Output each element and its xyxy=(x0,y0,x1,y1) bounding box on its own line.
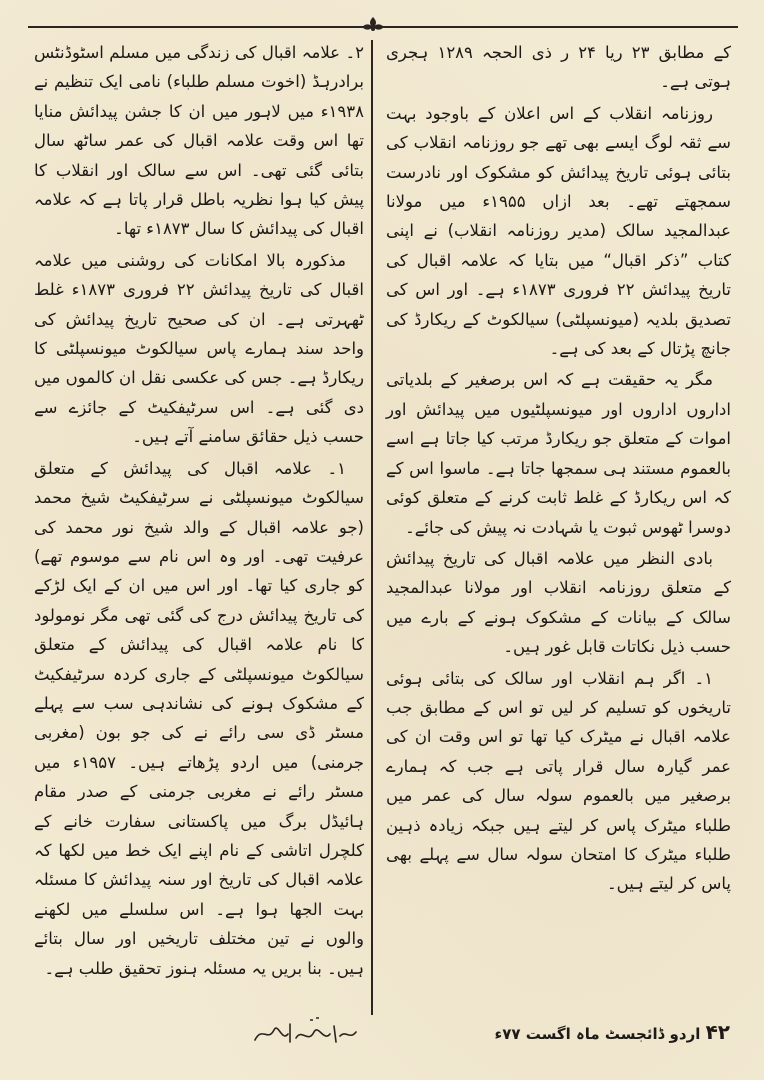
paragraph: مذکورہ بالا امکانات کی روشنی میں علامہ اقبال کی تاریخ پیدائش ۲۲ فروری ۱۸۷۳ء غلط ٹھہرتی ہے۔ ان کی صحیح تاریخ پیدائش کی واحد سند ہمارے پاس سیالکوٹ میونسپلٹی کا ریکارڈ ہے۔ جس کی عکسی نقل ان کالموں میں دی گئی ہے۔ اس سرٹیفکیٹ کے جائزے سے حسب ذیل حقائق سامنے آتے ہیں۔ xyxy=(34,250,364,447)
page-footer xyxy=(0,1012,764,1052)
paragraph: ۱۔ اگر ہم انقلاب اور سالک کی بتائی ہوئی تاریخوں کو تسلیم کر لیں تو اس کے مطابق جب علامہ اقبال نے میٹرک کیا تھا تو اس وقت ان کی عمر گیارہ سال قرار پاتی ہے جب کہ ہمارے برصغیر میں بالعموم سولہ سال کی عمر میں طلباء میٹرک پاس کر لیتے ہیں جبکہ زیادہ ذہین طلباء میٹرک کا امتحان سولہ سال سے پہلے بھی پاس کر لیتے ہیں۔ xyxy=(386,668,731,894)
paragraph: ۲۔ علامہ اقبال کی زندگی میں مسلم اسٹوڈنٹس برادرہڈ (اخوت مسلم طلباء) نامی ایک تنظیم نے ۱۹۳۸ء میں لاہور میں ان کا جشن پیدائش منایا تھا اس وقت علامہ اقبال کی عمر ساٹھ سال بتائی گئی تھی۔ اس سے سالک اور انقلاب کا پیش کیا ہوا نظریہ باطل قرار پاتا ہے کہ علامہ اقبال کی پیدائش کا سال ۱۸۷۳ء تھا۔ xyxy=(34,43,364,239)
paragraph: کے مطابق ۲۳ ریا ۲۴ ر ذی الحجہ ۱۲۸۹ ہجری ہوتی ہے۔ xyxy=(386,43,731,92)
column-divider xyxy=(371,40,373,1015)
paragraph: روزنامہ انقلاب کے اس اعلان کے باوجود بہت سے ثقہ لوگ ایسے بھی تھے جو روزنامہ انقلاب کی بتائی ہوئی تاریخ پیدائش کو مشکوک اور نادرست سمجھتے تھے۔ بعد ازاں ۱۹۵۵ء میں مولانا عبدالمجید سالک (مدیر روزنامہ انقلاب) نے اپنی کتاب ”ذکر اقبال“ میں بتایا کہ علامہ اقبال کی تاریخ پیدائش ۲۲ فروری ۱۸۷۳ء ہے۔ اور اس کی تصدیق بلدیہ (میونسپلٹی) سیالکوٹ کے ریکارڈ کی جانچ پڑتال کے بعد کی ہے۔ xyxy=(386,103,731,359)
right-column xyxy=(386,38,731,901)
folio xyxy=(495,1020,730,1044)
page-number: ۴۲ xyxy=(705,1020,730,1044)
ornament-icon xyxy=(360,14,386,40)
paragraph: مگر یہ حقیقت ہے کہ اس برصغیر کے بلدیاتی اداروں اداروں اور میونسپلٹیوں میں پیدائش اور اموات کے متعلق جو ریکارڈ مرتب کیا جاتا ہے اسے بالعموم مستند ہی سمجھا جاتا ہے۔ ماسوا اس کے کہ اس ریکارڈ کے غلط ثابت کرنے کے متعلق کوئی دوسرا ٹھوس ثبوت یا شہادت نہ پیش کی جائے۔ xyxy=(386,370,731,537)
left-column xyxy=(34,38,364,985)
paragraph: بادی النظر میں علامہ اقبال کی تاریخ پیدائش کے متعلق روزنامہ انقلاب اور مولانا عبدالمجید سالک کے بیانات کے مشکوک ہونے کے بارے میں حسب ذیل نکاتات قابل غور ہیں۔ xyxy=(386,548,731,657)
magazine-issue: اردو ڈائجسٹ ماہ اگست ۷۷ء xyxy=(494,1025,701,1043)
handwritten-signature-icon xyxy=(250,1012,360,1052)
paragraph: ۱۔ علامہ اقبال کی پیدائش کے متعلق سیالکوٹ میونسپلٹی نے سرٹیفکیٹ شیخ محمد (جو علامہ اقبال کے والد شیخ نور محمد کی عرفیت تھی۔ اور وہ اس نام سے موسوم تھے) کو جاری کیا تھا۔ اور اس میں ان کے ایک لڑکے کی تاریخ پیدائش درج کی گئی تھی مگر نومولود کا نام علامہ اقبال کی پیدائش کے متعلق سیالکوٹ میونسپلٹی کے جاری کردہ سرٹیفکیٹ کے مشکوک ہونے کی نشاندہی سب سے پہلے مسٹر ڈی سی رائے نے کی جو بون (مغربی جرمنی) میں اردو پڑھاتے ہیں۔ ۱۹۵۷ء میں مسٹر رائے نے مغربی جرمنی کے صدر مقام ہائیڈل برگ میں پاکستانی سفارت خانے کے کلچرل اتاشی کے نام اپنے ایک خط میں لکھا کہ علامہ اقبال کی تاریخ اور سنہ پیدائش کا مسئلہ بہت الجھا ہوا ہے۔ اس سلسلے میں لکھنے والوں نے تین مختلف تاریخیں اور سال بتائے ہیں۔ بنا بریں یہ مسئلہ ہنوز تحقیق طلب ہے۔ xyxy=(34,458,365,978)
